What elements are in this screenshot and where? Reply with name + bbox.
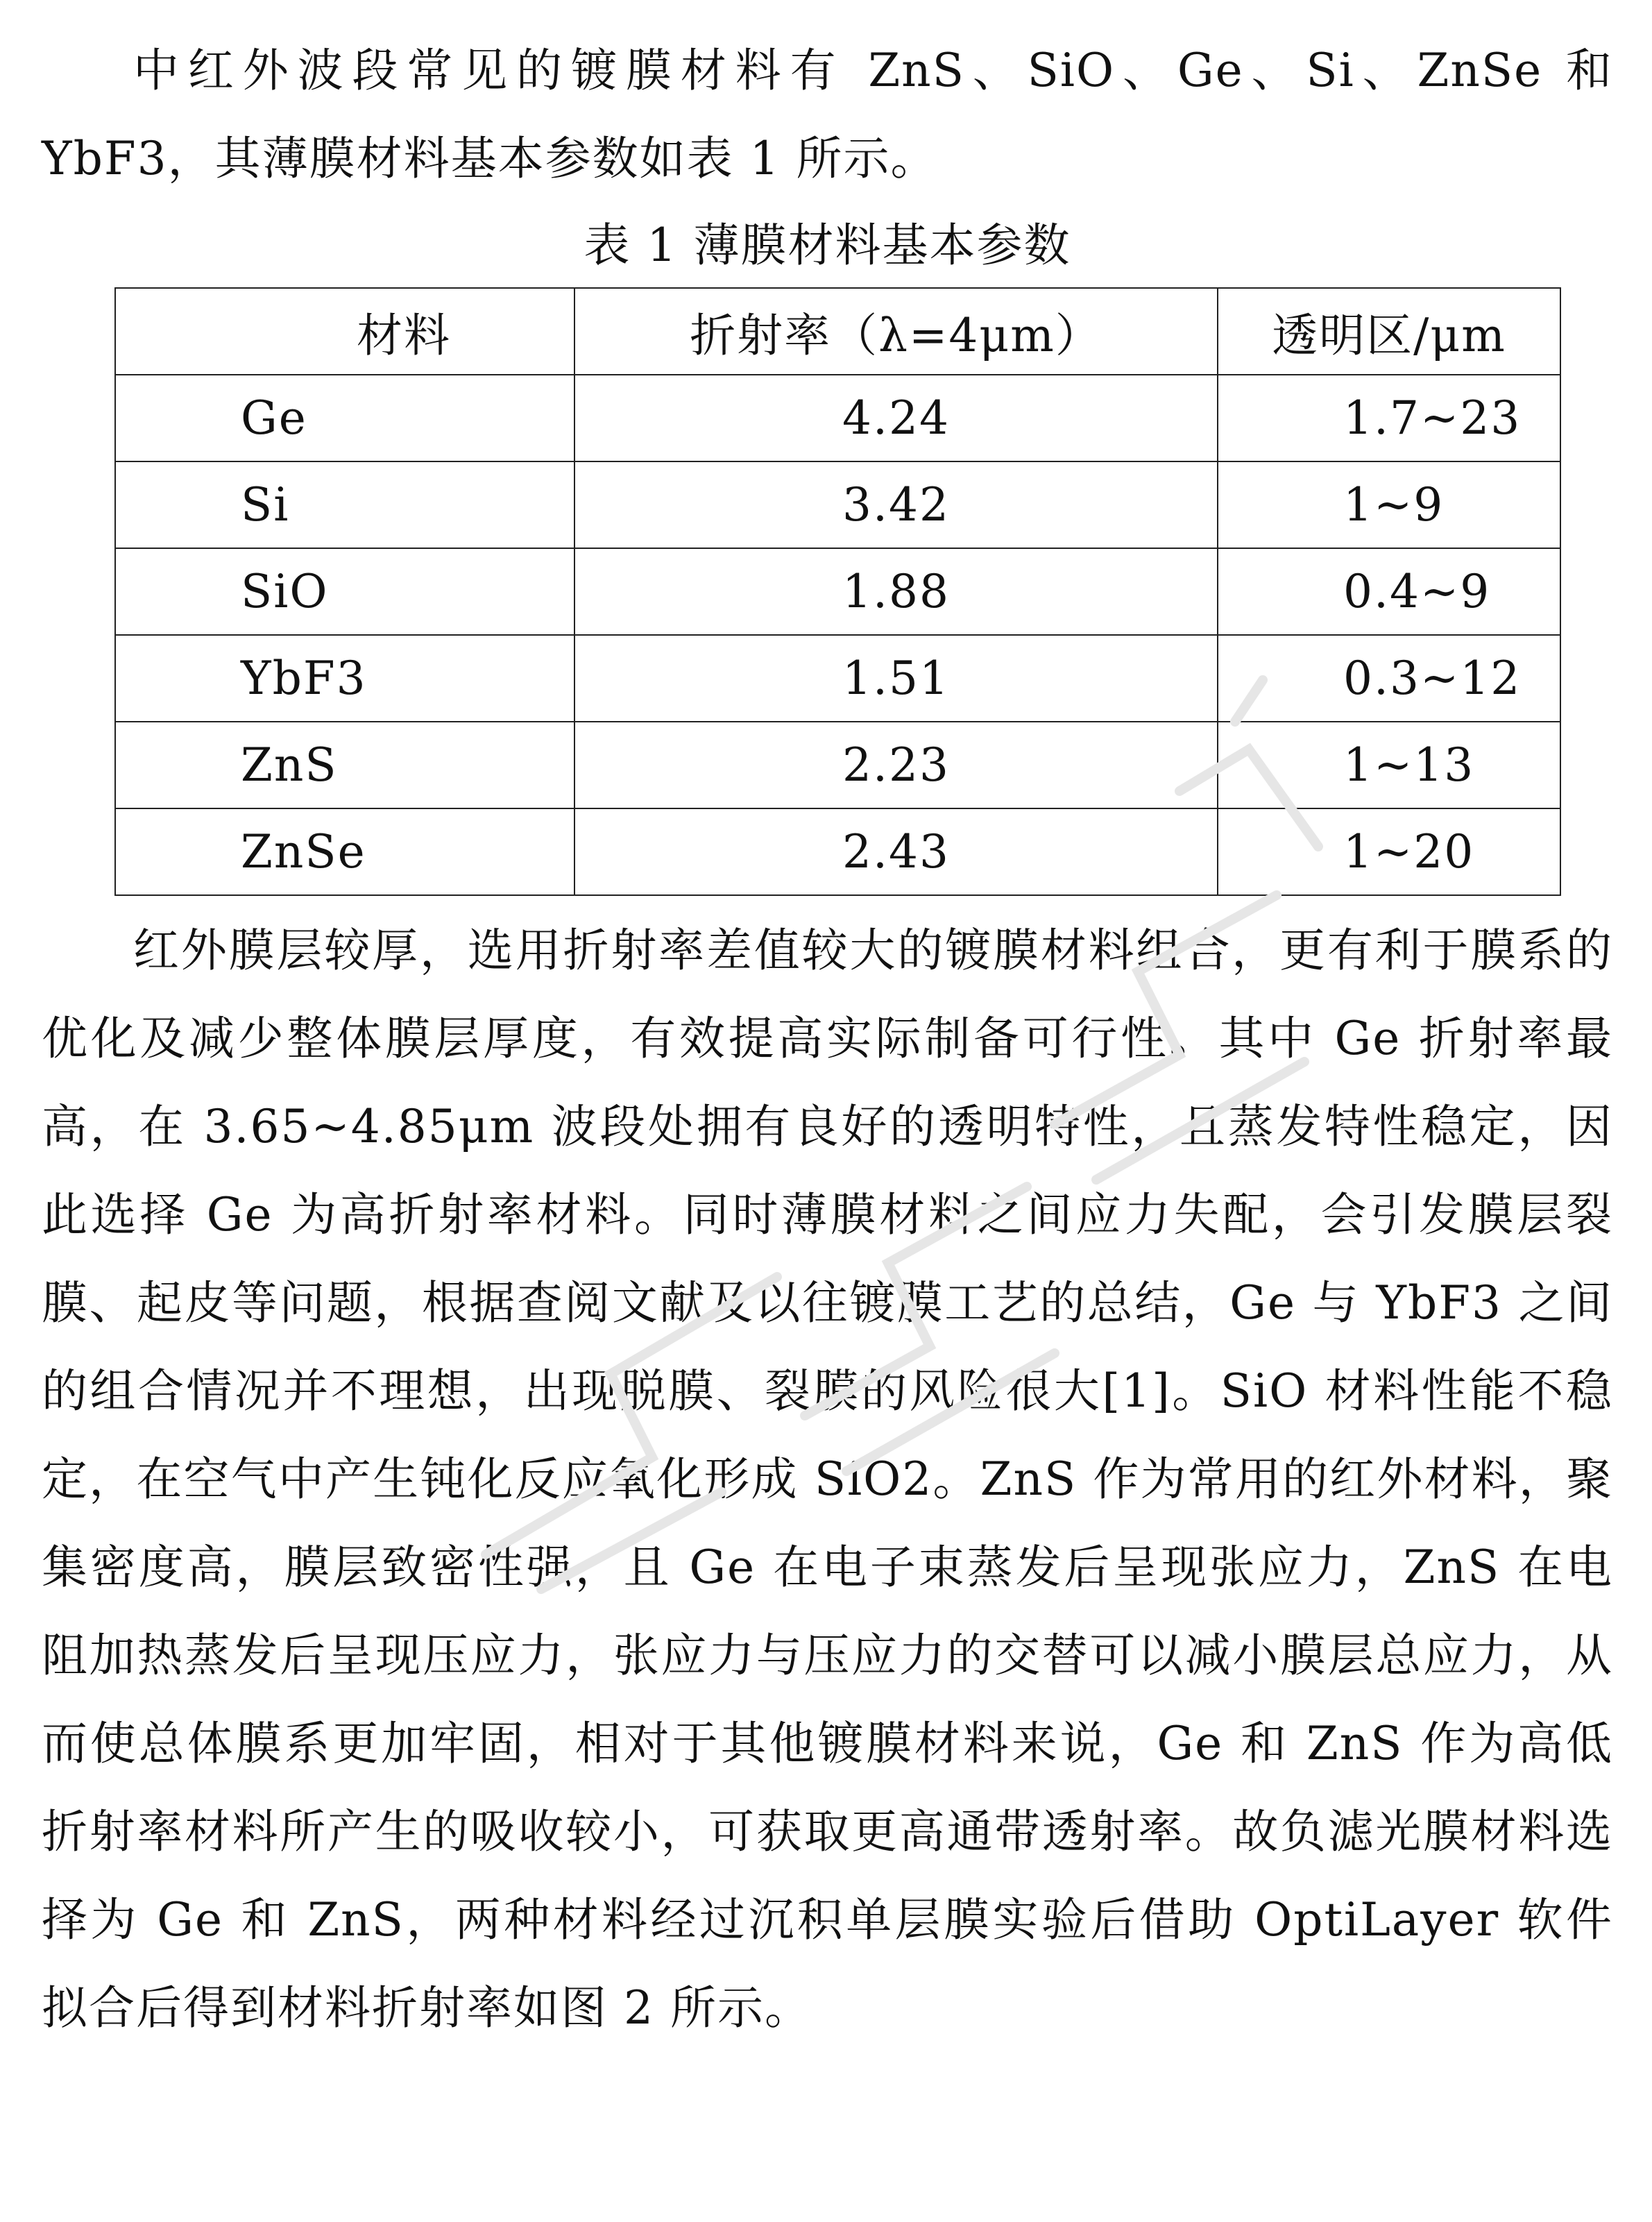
body-paragraph: 红外膜层较厚，选用折射率差值较大的镀膜材料组合，更有利于膜系的优化及减少整体膜层厚度，有效提高实际制备可行性。其中 Ge 折射率最高，在 3.65~4.85μm 波段处拥有良好的透明特性，且蒸发特性稳定，因此选择 Ge 为高折射率材料。同时薄膜材料之间应力失配，会引发膜层裂膜、起皮等问题，根据查阅文献及以往镀膜工艺的总结，Ge 与 YbF3 之间的组合情况并不理想，出现脱膜、裂膜的风险很大[1]。SiO 材料性能不稳定，在空气中产生钝化反应氧化形成 SiO2。ZnS 作为常用的红外材料，聚集密度高，膜层致密性强，且 Ge 在电子束蒸发后呈现张应力，ZnS 在电阻加热蒸发后呈现压应力，张应力与压应力的交替可以减小膜层总应力，从而使总体膜系更加牢固，相对于其他镀膜材料来说，Ge 和 ZnS 作为高低折射率材料所产生的吸收较小，可获取更高通带透射率。故负滤光膜材料选择为 Ge 和 ZnS，两种材料经过沉积单层膜实验后借助 OptiLayer 软件拟合后得到材料折射率如图 2 所示。 bbox=[42, 924, 1613, 2035]
header-transparent-range: 透明区/μm bbox=[1218, 288, 1560, 375]
cell-refractive-index: 2.23 bbox=[574, 722, 1218, 808]
material-parameters-table bbox=[114, 287, 1561, 896]
cell-material: SiO bbox=[115, 548, 574, 635]
table-row bbox=[115, 461, 1560, 548]
table-caption: 表 1 薄膜材料基本参数 bbox=[584, 219, 1071, 272]
cell-material: ZnS bbox=[115, 722, 574, 808]
cell-refractive-index: 4.24 bbox=[574, 375, 1218, 461]
header-material: 材料 bbox=[115, 288, 574, 375]
cell-refractive-index: 1.88 bbox=[574, 548, 1218, 635]
header-refractive-index: 折射率（λ=4μm） bbox=[574, 288, 1218, 375]
cell-refractive-index: 1.51 bbox=[574, 635, 1218, 722]
cell-material: ZnSe bbox=[115, 808, 574, 895]
cell-transparent-range: 0.4~9 bbox=[1218, 548, 1560, 635]
cell-transparent-range: 0.3~12 bbox=[1218, 635, 1560, 722]
cell-transparent-range: 1~20 bbox=[1218, 808, 1560, 895]
table-row bbox=[115, 375, 1560, 461]
cell-refractive-index: 3.42 bbox=[574, 461, 1218, 548]
cell-transparent-range: 1~9 bbox=[1218, 461, 1560, 548]
cell-material: Si bbox=[115, 461, 574, 548]
table-row bbox=[115, 722, 1560, 808]
intro-paragraph: 中红外波段常见的镀膜材料有 ZnS、SiO、Ge、Si、ZnSe 和 YbF3，其薄膜材料基本参数如表 1 所示。 bbox=[42, 44, 1613, 185]
cell-transparent-range: 1.7~23 bbox=[1218, 375, 1560, 461]
cell-material: YbF3 bbox=[115, 635, 574, 722]
cell-refractive-index: 2.43 bbox=[574, 808, 1218, 895]
table-header-row bbox=[115, 288, 1560, 375]
table-row bbox=[115, 635, 1560, 722]
table-row bbox=[115, 808, 1560, 895]
table-row bbox=[115, 548, 1560, 635]
cell-transparent-range: 1~13 bbox=[1218, 722, 1560, 808]
cell-material: Ge bbox=[115, 375, 574, 461]
